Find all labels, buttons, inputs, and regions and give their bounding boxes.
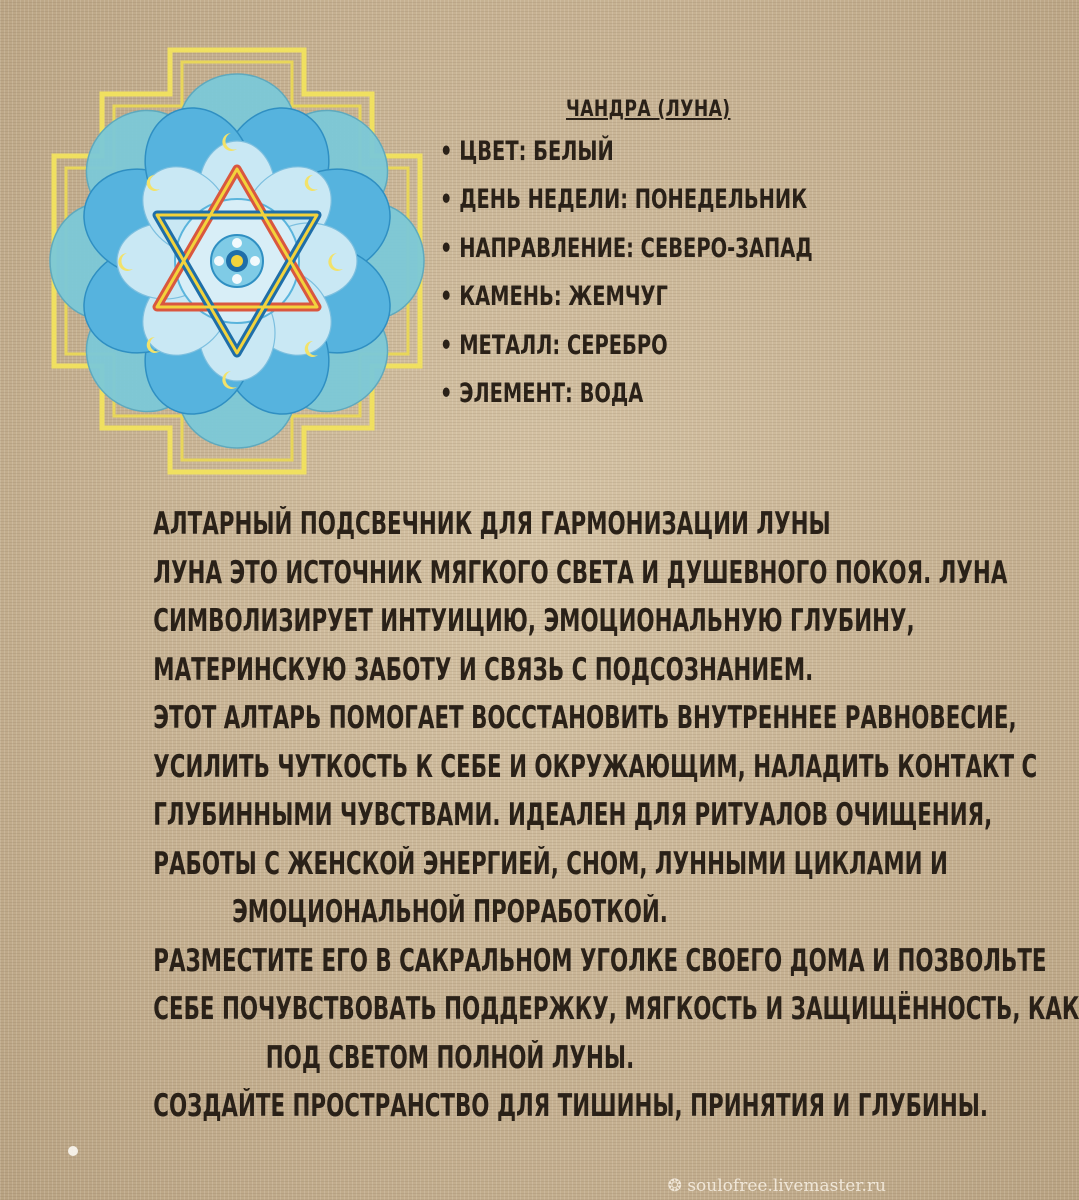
- info-item-stone: • КАМЕНЬ: ЖЕМЧУГ: [440, 273, 757, 321]
- description-line: СОЗДАЙТЕ ПРОСТРАНСТВО ДЛЯ ТИШИНЫ, ПРИНЯТИЯ И ГЛУБИНЫ.: [153, 1088, 989, 1124]
- watermark: [668, 1176, 886, 1196]
- description-line: РАБОТЫ С ЖЕНСКОЙ ЭНЕРГИЕЙ, СНОМ, ЛУННЫМИ ЦИКЛАМИ И: [153, 845, 948, 882]
- info-item-direction: • НАПРАВЛЕНИЕ: СЕВЕРО-ЗАПАД: [440, 225, 757, 273]
- description-line: СИМВОЛИЗИРУЕТ ИНТУИЦИЮ, ЭМОЦИОНАЛЬНУЮ ГЛУБИНУ,: [153, 603, 915, 639]
- description-line: СЕБЕ ПОЧУВСТВОВАТЬ ПОДДЕРЖКУ, МЯГКОСТЬ И ЗАЩИЩЁННОСТЬ, КАК: [153, 991, 1079, 1027]
- info-item-metal: • МЕТАЛЛ: СЕРЕБРО: [440, 322, 757, 370]
- description-line: РАЗМЕСТИТЕ ЕГО В САКРАЛЬНОМ УГОЛКЕ СВОЕГО ДОМА И ПОЗВОЛЬТЕ: [153, 942, 1047, 979]
- description-line: ПОД СВЕТОМ ПОЛНОЙ ЛУНЫ.: [265, 1039, 635, 1076]
- info-item-weekday: • ДЕНЬ НЕДЕЛИ: ПОНЕДЕЛЬНИК: [440, 176, 757, 224]
- description-line: ЭТОТ АЛТАРЬ ПОМОГАЕТ ВОССТАНОВИТЬ ВНУТРЕННЕЕ РАВНОВЕСИЕ,: [153, 700, 1017, 736]
- info-title: ЧАНДРА (ЛУНА): [566, 97, 731, 122]
- description-line: ГЛУБИННЫМИ ЧУВСТВАМИ. ИДЕАЛЕН ДЛЯ РИТУАЛОВ ОЧИЩЕНИЯ,: [153, 797, 993, 833]
- description-line: ЭМОЦИОНАЛЬНОЙ ПРОРАБОТКОЙ.: [232, 894, 668, 930]
- watermark-text: soulofree.livemaster.ru: [687, 1176, 886, 1196]
- description-line: ЛУНА ЭТО ИСТОЧНИК МЯГКОГО СВЕТА И ДУШЕВНОГО ПОКОЯ. ЛУНА: [153, 554, 1008, 591]
- info-list: [440, 128, 880, 418]
- planet-info-panel: [440, 92, 880, 418]
- description-text: [20, 500, 1079, 1131]
- chandra-yantra-image: [42, 36, 432, 486]
- description-heading: АЛТАРНЫЙ ПОДСВЕЧНИК ДЛЯ ГАРМОНИЗАЦИИ ЛУНЫ: [153, 506, 831, 542]
- description-line: МАТЕРИНСКУЮ ЗАБОТУ И СВЯЗЬ С ПОДСОЗНАНИЕМ.: [153, 651, 814, 688]
- info-item-element: • ЭЛЕМЕНТ: ВОДА: [440, 370, 757, 418]
- description-line: УСИЛИТЬ ЧУТКОСТЬ К СЕБЕ И ОКРУЖАЮЩИМ, НАЛАДИТЬ КОНТАКТ С: [153, 748, 1038, 785]
- info-item-color: • ЦВЕТ: БЕЛЫЙ: [440, 128, 757, 176]
- decorative-dot: [68, 1146, 78, 1156]
- watermark-logo-icon: ❂: [667, 1176, 688, 1196]
